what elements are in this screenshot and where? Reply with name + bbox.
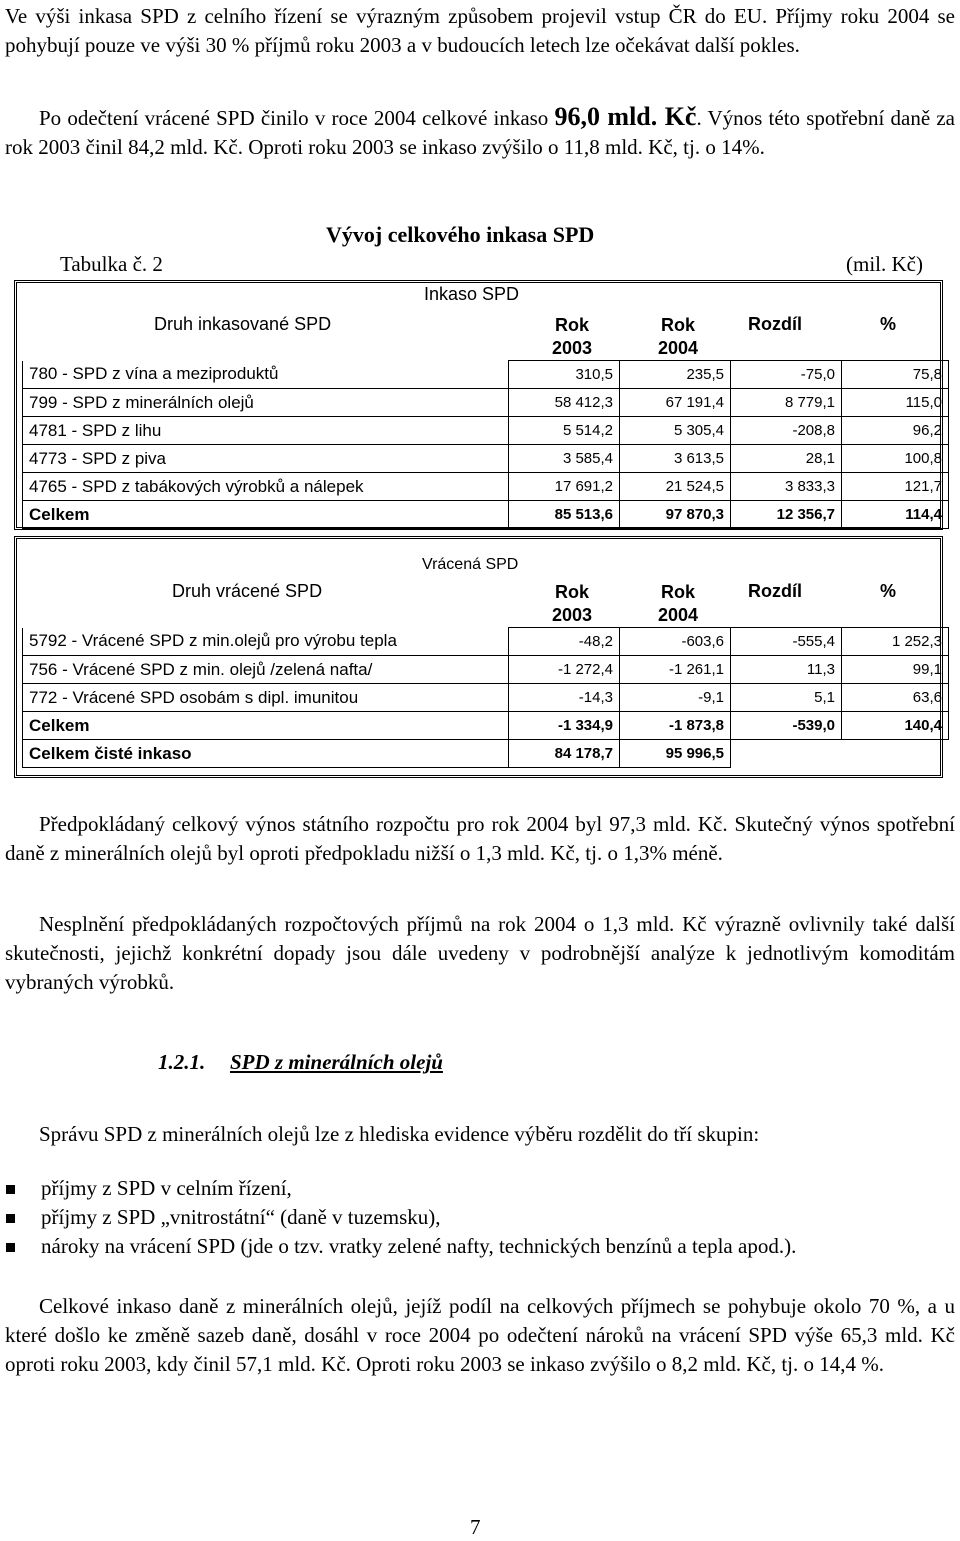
table-row [23,445,949,473]
row-label: 4781 - SPD z lihu [23,417,509,445]
table-row [23,656,949,684]
value-pct: 114,4 [842,501,949,529]
intro-paragraph-2-text-c: . Výnos této spotřební daně za rok 2003 činil 84,2 mld. Kč. Oproti roku 2003 se inkaso zvýšilo o 11,8 mld. Kč, tj. o 14%. [5,106,956,159]
bullet-item-1: příjmy z SPD v celním řízení, [41,1176,292,1200]
value-diff: 5,1 [731,684,842,712]
paragraph-4-text: Nesplnění předpokládaných rozpočtových příjmů na rok 2004 o 1,3 mld. Kč výrazně ovlivnily také další skutečnosti, jejichž konkrétní dopady jsou dále uvedeny v podrobnější analýze k jednotlivým komoditám vybraných výrobků. [5,912,955,994]
value-pct: 75,8 [842,361,949,389]
bullet-marker-2 [6,1214,15,1223]
value-diff: -539,0 [731,712,842,740]
bullet-item-2: příjmy z SPD „vnitrostátní“ (daně v tuzemsku), [41,1205,441,1229]
value-pct: 63,6 [842,684,949,712]
table-row [23,684,949,712]
paragraph-6-text: Celkové inkaso daně z minerálních olejů, jejíž podíl na celkových příjmech se pohybuje okolo 70 %, a u které došlo ke změně sazeb daně, dosáhl v roce 2004 po odečtení nároků na vrácení SPD výše 65,3 mld. Kč oproti roku 2003, kdy činil 57,1 mld. Kč. Oproti roku 2003 se inkaso zvýšilo o 8,2 mld. Kč, tj. o 14,4 %. [5,1294,955,1376]
paragraph-5 [5,1120,955,1149]
vracena-group-label: Vrácená SPD [422,556,519,573]
row-label: 4773 - SPD z piva [23,445,509,473]
table-caption: Tabulka č. 2 [60,252,163,276]
value-2004: 5 305,4 [620,417,731,445]
value-diff: 28,1 [731,445,842,473]
value-pct: 96,2 [842,417,949,445]
value-pct: 140,4 [842,712,949,740]
section-title: SPD z minerálních olejů [230,1050,443,1074]
vracena-col-2003: Rok 2003 [551,582,593,625]
value-diff: 8 779,1 [731,389,842,417]
table-row [23,740,949,768]
intro-paragraph-1-text: Ve výši inkasa SPD z celního řízení se výrazným způsobem projevil vstup ČR do EU. Příjmy roku 2004 se pohybují pouze ve výši 30 % příjmů roku 2003 a v budoucích letech lze očekávat další pokles. [5,4,955,57]
bullet-marker-1 [6,1185,15,1194]
value-2003: 84 178,7 [509,740,620,768]
table-unit: (mil. Kč) [846,252,923,276]
table-row [23,712,949,740]
value-pct: 99,1 [842,656,949,684]
inkaso-table [22,360,949,529]
inkaso-col-2004: Rok 2004 [657,315,699,358]
value-2004: -1 261,1 [620,656,731,684]
row-label: Celkem [23,712,509,740]
section-number: 1.2.1. [158,1050,206,1074]
value-pct: 1 252,3 [842,628,949,656]
row-label: Celkem čisté inkaso [23,740,509,768]
row-label: 5792 - Vrácené SPD z min.olejů pro výrobu tepla [23,628,509,656]
table-row [23,501,949,529]
value-2003: 3 585,4 [509,445,620,473]
value-diff: -208,8 [731,417,842,445]
row-label: 4765 - SPD z tabákových výrobků a nálepek [23,473,509,501]
table-title: Vývoj celkového inkasa SPD [326,222,595,247]
intro-paragraph-2-text-a: Po odečtení vrácené SPD činilo v roce 2004 celkové inkaso [39,106,555,130]
value-diff: 12 356,7 [731,501,842,529]
bullet-marker-3 [6,1243,15,1252]
value-2003: -1 334,9 [509,712,620,740]
value-2003: 85 513,6 [509,501,620,529]
value-2004: 235,5 [620,361,731,389]
page-number: 7 [470,1515,481,1539]
value-2003: -1 272,4 [509,656,620,684]
value-pct: 121,7 [842,473,949,501]
table-row [23,417,949,445]
intro-paragraph-1 [5,2,955,60]
inkaso-col-2003: Rok 2003 [551,315,593,358]
vracena-table [22,627,949,768]
value-diff: 11,3 [731,656,842,684]
value-diff: -75,0 [731,361,842,389]
value-2004: -9,1 [620,684,731,712]
vracena-col-pct: % [880,581,897,601]
inkaso-col-pct: % [880,314,897,334]
row-label: Celkem [23,501,509,529]
value-diff [731,740,842,768]
vracena-col-label: Druh vrácené SPD [172,581,323,601]
value-diff: -555,4 [731,628,842,656]
value-2003: -48,2 [509,628,620,656]
value-2003: 17 691,2 [509,473,620,501]
value-2003: 310,5 [509,361,620,389]
paragraph-4 [5,910,955,997]
intro-paragraph-2-highlight: 96,0 mld. Kč [554,102,697,131]
row-label: 756 - Vrácené SPD z min. olejů /zelená nafta/ [23,656,509,684]
value-2004: 97 870,3 [620,501,731,529]
value-2003: -14,3 [509,684,620,712]
value-pct: 115,0 [842,389,949,417]
value-2004: 67 191,4 [620,389,731,417]
paragraph-3 [5,810,955,868]
value-pct [842,740,949,768]
paragraph-6 [5,1292,955,1379]
bullet-item-3: nároky na vrácení SPD (jde o tzv. vratky zelené nafty, technických benzínů a tepla apod.). [41,1234,797,1258]
inkaso-col-label: Druh inkasované SPD [154,314,332,334]
value-pct: 100,8 [842,445,949,473]
intro-paragraph-2 [5,102,955,162]
value-2004: 95 996,5 [620,740,731,768]
value-2003: 5 514,2 [509,417,620,445]
paragraph-3-text: Předpokládaný celkový výnos státního rozpočtu pro rok 2004 byl 97,3 mld. Kč. Skutečný výnos spotřební daně z minerálních olejů byl oproti předpokladu nižší o 1,3 mld. Kč, tj. o 1,3% méně. [5,812,955,865]
row-label: 772 - Vrácené SPD osobám s dipl. imunitou [23,684,509,712]
vracena-col-diff: Rozdíl [748,581,802,601]
inkaso-group-label: Inkaso SPD [424,284,520,304]
value-2003: 58 412,3 [509,389,620,417]
vracena-col-2004: Rok 2004 [657,582,699,625]
value-2004: -603,6 [620,628,731,656]
row-label: 799 - SPD z minerálních olejů [23,389,509,417]
table-row [23,628,949,656]
paragraph-5-text: Správu SPD z minerálních olejů lze z hlediska evidence výběru rozdělit do tří skupin: [39,1122,760,1146]
value-2004: 3 613,5 [620,445,731,473]
value-diff: 3 833,3 [731,473,842,501]
table-row [23,389,949,417]
row-label: 780 - SPD z vína a meziproduktů [23,361,509,389]
value-2004: -1 873,8 [620,712,731,740]
inkaso-col-diff: Rozdíl [748,314,802,334]
value-2004: 21 524,5 [620,473,731,501]
table-row [23,361,949,389]
table-row [23,473,949,501]
